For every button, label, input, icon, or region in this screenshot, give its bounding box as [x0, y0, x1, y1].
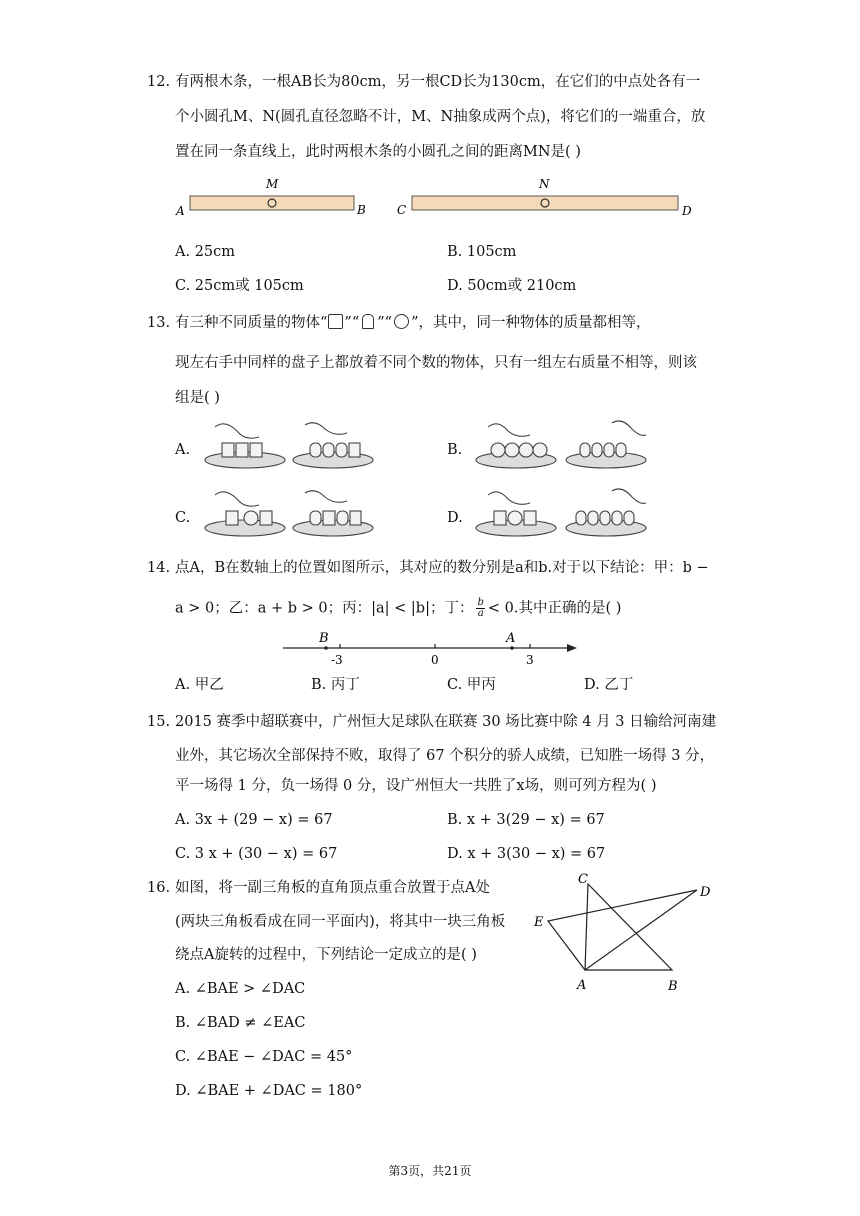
q15-line-3: 平一场得 1 分，负一场得 0 分，设广州恒大一共胜了x场，则可列方程为( ) [175, 778, 657, 794]
hand-icon [488, 492, 530, 505]
q12-line-1: 有两根木条，一根AB长为80cm，另一根CD长为130cm，在它们的中点处各有一 [175, 74, 701, 90]
page-footer: 第3页，共21页 [388, 1164, 472, 1178]
q15-option-d: D. x + 3(30 − x) = 67 [447, 846, 606, 862]
q14-line-2-text: a > 0；乙：a + b > 0；丙：|a| < |b|；丁： [175, 600, 474, 617]
q15-option-c: C. 3 x + (30 − x) = 67 [175, 846, 338, 862]
q14-number-line [0, 630, 860, 670]
q16-label-a: A [577, 978, 587, 993]
cylinder-icon [362, 314, 374, 329]
q14-label-b: B [319, 631, 329, 646]
q13-line-1 [175, 313, 651, 333]
q16-label-e: E [534, 915, 544, 930]
q16-option-a: A. ∠BAE > ∠DAC [175, 981, 306, 997]
cube-icon [328, 314, 343, 329]
q13-balance-figures [0, 415, 860, 545]
q12-label-a: A [176, 204, 185, 218]
q14-line-2 [175, 598, 621, 619]
q16-label-c: C [578, 872, 588, 887]
q13-option-a: A. [175, 442, 191, 458]
q14-number: 14. [147, 560, 171, 576]
q14-fraction [476, 598, 484, 619]
q15-number: 15. [147, 714, 171, 730]
q13-line-1-part-3: ”“ [377, 315, 393, 331]
q12-number: 12. [147, 74, 171, 90]
q12-line-2: 个小圆孔M、N(圆孔直径忽略不计，M、N抽象成两个点)，将它们的一端重合，放 [175, 109, 706, 125]
q12-option-c: C. 25cm或 105cm [175, 278, 304, 294]
q13-number: 13. [147, 315, 171, 331]
q16-line-2: (两块三角板看成在同一平面内)，将其中一块三角板 [175, 914, 506, 930]
q16-line-1: 如图，将一副三角板的直角顶点重合放置于点A处 [175, 880, 490, 896]
q12-option-b: B. 105cm [447, 244, 517, 260]
q13-line-1-part-4: ”，其中，同一种物体的质量都相等， [411, 315, 651, 331]
q13-option-d: D. [447, 510, 463, 526]
q16-option-d: D. ∠BAE + ∠DAC = 180° [175, 1083, 363, 1099]
q14-option-a: A. 甲乙 [175, 677, 224, 693]
hand-icon [612, 489, 646, 503]
q16-option-c: C. ∠BAE − ∠DAC = 45° [175, 1049, 353, 1065]
q15-option-a: A. 3x + (29 − x) = 67 [175, 812, 333, 828]
q16-line-3: 绕点A旋转的过程中，下列结论一定成立的是( ) [175, 947, 477, 963]
hand-icon [215, 424, 259, 438]
q16-option-b: B. ∠BAD ≠ ∠EAC [175, 1015, 306, 1031]
q12-option-d: D. 50cm或 210cm [447, 278, 577, 294]
q14-tick-0: 0 [431, 653, 439, 667]
hand-icon [305, 423, 347, 435]
q12-label-d: D [682, 204, 692, 218]
q15-line-1: 2015 赛季中超联赛中，广州恒大足球队在联赛 30 场比赛中除 4 月 3 日输给河南建 [175, 714, 717, 730]
q12-figure [0, 170, 860, 230]
q16-number: 16. [147, 880, 171, 896]
q13-line-1-part-2: ”“ [344, 315, 360, 331]
hand-icon [215, 492, 259, 506]
q15-line-2: 业外，其它场次全部保持不败，取得了 67 个积分的骄人成绩，已知胜一场得 3 分， [175, 748, 715, 764]
q14-tick-3: 3 [526, 653, 534, 667]
q14-option-c: C. 甲丙 [447, 677, 496, 693]
hand-icon [488, 424, 530, 437]
q14-option-b: B. 丙丁 [311, 677, 360, 693]
q14-option-d: D. 乙丁 [584, 677, 634, 693]
q13-option-c: C. [175, 510, 191, 526]
q15-option-b: B. x + 3(29 − x) = 67 [447, 812, 605, 828]
q13-line-1-part-1: 有三种不同质量的物体“ [175, 315, 328, 331]
point-b-icon [324, 646, 328, 650]
q14-line-1: 点A，B在数轴上的位置如图所示，其对应的数分别是a和b.对于以下结论：甲：b − [175, 560, 709, 576]
point-a-icon [510, 646, 514, 650]
q13-line-2: 现左右手中同样的盘子上都放着不同个数的物体，只有一组左右质量不相等，则该 [175, 355, 697, 371]
q14-label-a: A [506, 631, 516, 646]
hand-icon [305, 491, 347, 503]
q14-fraction-den: a [477, 608, 484, 619]
q12-label-c: C [397, 203, 407, 217]
sphere-icon [394, 314, 409, 329]
q12-option-a: A. 25cm [175, 244, 236, 260]
q16-label-b: B [668, 979, 678, 994]
q13-line-3: 组是( ) [175, 390, 220, 406]
q12-label-n: N [539, 177, 550, 191]
q16-triangle-figure [0, 868, 860, 1008]
q14-fraction-num: b [477, 597, 484, 608]
q12-label-b: B [357, 203, 366, 217]
q14-line-2-tail: < 0.其中正确的是( ) [487, 600, 622, 617]
q16-label-d: D [700, 885, 711, 900]
hand-icon [612, 421, 646, 435]
q13-option-b: B. [447, 442, 463, 458]
q12-line-3: 置在同一条直线上，此时两根木条的小圆孔之间的距离MN是( ) [175, 144, 581, 160]
q14-tick-neg3: -3 [331, 653, 343, 667]
q12-label-m: M [266, 177, 279, 191]
